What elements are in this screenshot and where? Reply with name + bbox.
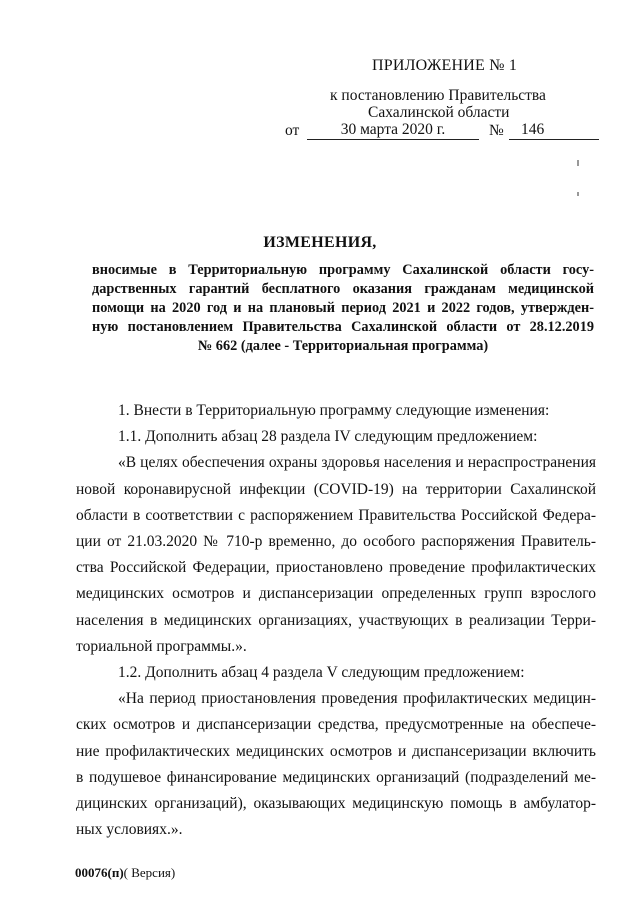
appendix-reference-line-1: к постановлению Правительства [330, 87, 546, 104]
subheading-line: помощи на 2020 год и на плановый период 2021 и 2022 годов, утвержден- [92, 300, 594, 316]
number-prefix: № [489, 122, 504, 139]
body-line: ции от 21.03.2020 № 710-р временно, до особого распоряжения Правитель- [76, 533, 596, 551]
body-line: медицинских осмотров и диспансеризации определенных групп взрослого [76, 585, 596, 603]
appendix-title: ПРИЛОЖЕНИЕ № 1 [372, 57, 518, 74]
body-line: дицинских организаций), оказывающих медицинскую помощь в амбулатор- [76, 795, 596, 813]
document-footer-code [75, 865, 175, 881]
body-line: 1.1. Дополнить абзац 28 раздела IV следующим предложением: [118, 428, 538, 446]
subheading-line: вносимые в Территориальную программу Сахалинской области госу- [92, 262, 594, 278]
scan-speck [577, 192, 579, 196]
document-heading: ИЗМЕНЕНИЯ, [263, 234, 377, 251]
body-line: области в соответствии с распоряжением Правительства Российской Федера- [76, 506, 596, 524]
footer-version: ( Версия) [123, 865, 176, 880]
body-line: «На период приостановления проведения профилактических медицин- [118, 690, 596, 708]
document-subheading [92, 261, 594, 356]
date-prefix: от [285, 122, 300, 139]
body-line: в подушевое финансирование медицинских организаций (подразделений ме- [76, 768, 596, 786]
body-line: ториальной программы.». [76, 637, 247, 655]
subheading-line: ную постановлением Правительства Сахалинской области от 28.12.2019 [92, 319, 594, 335]
scan-speck [577, 160, 579, 166]
decree-date-row [285, 121, 599, 140]
decree-date: 30 марта 2020 г. [307, 121, 479, 140]
body-line: ских осмотров и диспансеризации средства, предусмотренные на обеспече- [76, 716, 596, 734]
subheading-line: дарственных гарантий бесплатного оказания гражданам медицинской [92, 281, 594, 297]
body-line: новой коронавирусной инфекции (COVID-19) на территории Сахалинской [76, 480, 596, 498]
appendix-reference-line-2: Сахалинской области [368, 104, 510, 121]
subheading-line: № 662 (далее - Территориальная программа) [197, 338, 489, 354]
decree-number: 146 [509, 121, 599, 140]
body-line: ние профилактических медицинских осмотров и диспансеризации включить [76, 742, 596, 760]
body-line: 1. Внести в Территориальную программу следующие изменения: [118, 402, 550, 419]
body-line: населения в медицинских организациях, участвующих в реализации Терри- [76, 611, 596, 629]
body-line: ства Российской Федерации, приостановлено проведение профилактических [76, 559, 596, 577]
body-line: ных условиях.». [76, 821, 183, 839]
footer-code: 00076(п) [75, 865, 124, 880]
body-line: «В целях обеспечения охраны здоровья населения и нераспространения [118, 454, 596, 472]
body-line: 1.2. Дополнить абзац 4 раздела V следующим предложением: [118, 664, 525, 682]
document-body [76, 398, 596, 843]
